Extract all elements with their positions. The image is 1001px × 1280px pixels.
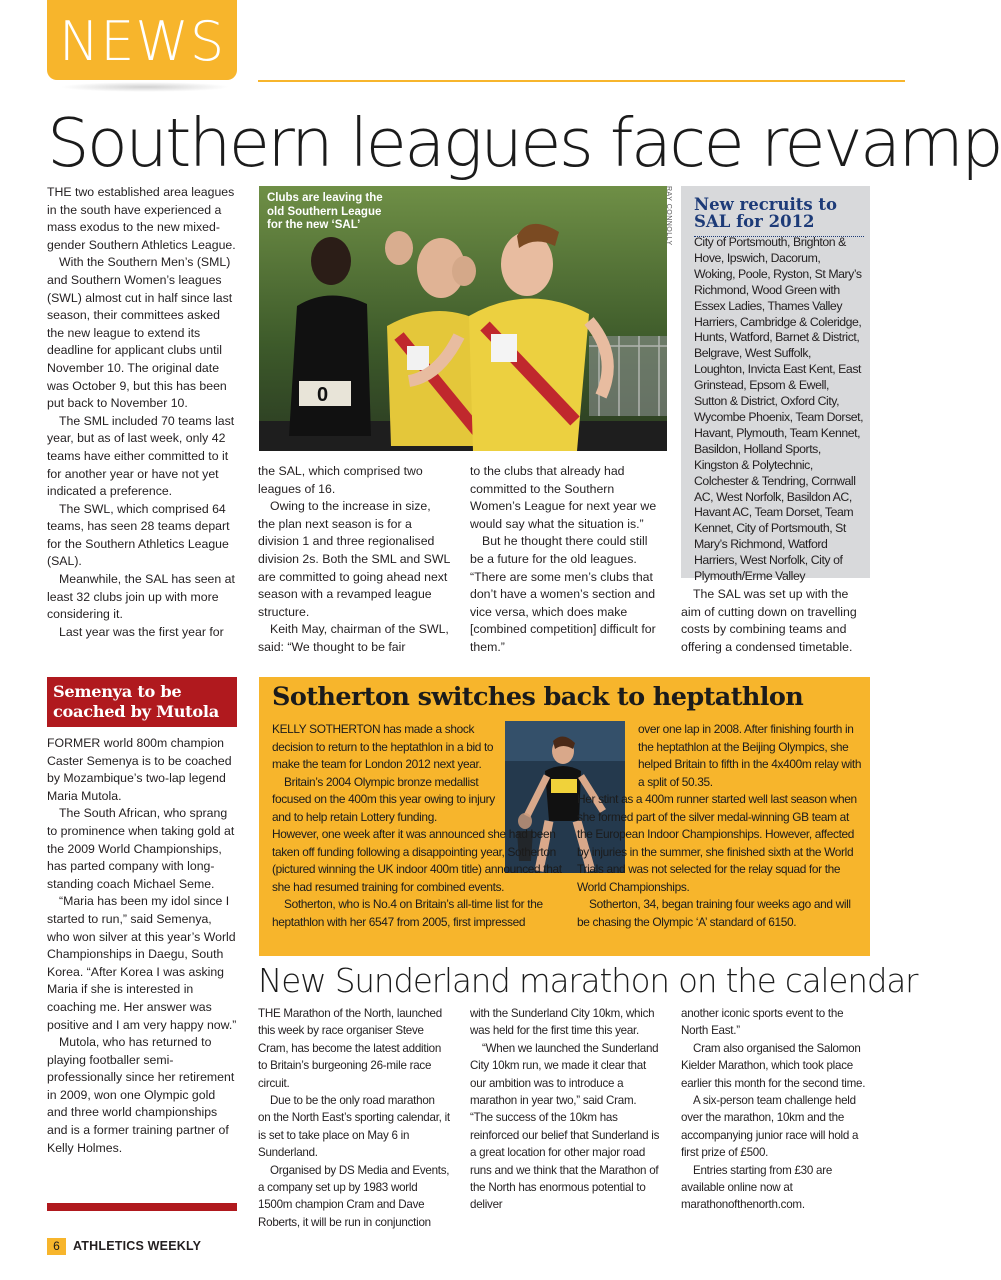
sotherton-paragraph: over one lap in 2008. After finishing fourth in the heptathlon at the Beijing Olympics, she helped Britain to fifth in the 4x400m relay with a split of 50.35. [638,722,862,789]
section-tab-label: NEWS [58,10,226,73]
sunderland-column-1 [258,1005,450,1231]
sotherton-paragraph: However, one week after it was announced she had been taken off funding following a disappointing year, Sotherton (pictured winning the UK indoor 400m title) announced that she had resumed training for combined events. [272,827,562,894]
recruits-list: City of Portsmouth, Brighton & Hove, Ipswich, Dacorum, Woking, Poole, Ryston, St Mary’s Richmond, Wood Green with Essex Ladies, Thames Valley Harriers, Cambridge & Coleridge, Hunts, Watford, Barnet & District, Belgrave, West Suffolk, Loughton, Invicta East Kent, East Grinstead, Epsom & Ewell, Sutton & District, Oxford City, Wycombe Phoenix, Team Dorset, Havant, Plymouth, Team Kennet, Basildon, Holland Sports, Kingston & Polytechnic, Colchester & Tendring, Cornwall AC, West Norfolk, Basildon AC, Havant AC, Team Dorset, Team Kennet, City of Portsmouth, St Mary’s Richmond, Watford Harriers, West Norfolk, City of Plymouth/Erme Valley [694,235,864,584]
sunderland-headline: New Sunderland marathon on the calendar [258,962,918,1000]
main-paragraph: The SML included 70 teams last year, but as of last week, only 42 teams have either committed to it for another year or have not yet indicated a preference. [47,413,235,499]
sunderland-column-3 [681,1005,871,1214]
sotherton-paragraph: Sotherton, who is No.4 on Britain’s all-time list for the heptathlon with her 6547 from 2005, first impressed [272,897,543,929]
magazine-name: ATHLETICS WEEKLY [73,1239,202,1253]
sunderland-paragraph: THE Marathon of the North, launched this week by race organiser Steve Cram, has become the latest addition to Britain’s burgeoning 26-mile race circuit. [258,1007,442,1090]
sunderland-paragraph: Cram also organised the Salomon Kielder Marathon, which took place earlier this month for the second time. [681,1041,866,1090]
main-paragraph: Owing to the increase in size, the plan next season is for a division 1 and three regionalised division 2s. Both the SML and SWL are committed to going ahead next season with a revamped league structure. [258,499,450,619]
main-story-column-1 [47,184,237,641]
sunderland-paragraph: Due to be the only road marathon on the North East’s sporting calendar, it is set to take place on May 6 in Sunderland. [258,1094,450,1160]
semenya-paragraph: FORMER world 800m champion Caster Semenya is to be coached by Mozambique’s two-lap legend Maria Mutola. [47,736,232,803]
sunderland-paragraph: Entries starting from £30 are available online now at marathonofthenorth.com. [681,1163,833,1212]
main-paragraph: Last year was the first year for [59,624,224,639]
main-paragraph: to the clubs that already had committed to the Southern Women’s League for next year we would say what the situation is.” [470,464,657,531]
photo-caption: Clubs are leaving the old Southern League for the new ‘SAL’ [267,192,383,231]
semenya-paragraph: “Maria has been my idol since I started to run,” said Semenya, who won silver at this year’s World Championships in Daegu, South Korea. “After Korea I was asking Maria if she is interested in coaching me. Her answer was positive and I am very happy now.” [47,894,237,1032]
main-paragraph: With the Southern Men’s (SML) and Southern Women’s leagues (SWL) almost cut in half since last season, their committees asked the new league to extend its deadline for applicant clubs until November 10. The original date was October 9, but this has been put back to November 10. [47,255,233,411]
main-paragraph: Meanwhile, the SAL has seen at least 32 clubs join up with more considering it. [47,572,235,622]
sunderland-paragraph: A six-person team challenge held over the marathon, 10km and the accompanying junior race will hold a first prize of £500. [681,1094,859,1160]
main-paragraph: THE two established area leagues in the south have experienced a mass exodus to the new mixed-gender Southern Athletics League. [47,185,236,252]
main-story-column-2 [258,463,450,657]
page-number: 6 [47,1238,66,1255]
main-story-column-4 [681,586,870,656]
semenya-paragraph: Mutola, who has returned to playing footballer semi-professionally since her retirement in 2009, won one Olympic gold and three world championships and is a former training partner of Kelly Holmes. [47,1035,235,1155]
bib-number: 0 [317,384,329,406]
sotherton-right-bottom [577,791,863,931]
sunderland-paragraph: Organised by DS Media and Events, a company set up by 1983 world 1500m champion Cram and Dave Roberts, it will be run in conjunction [258,1163,450,1229]
main-paragraph: Keith May, chairman of the SWL, said: “We thought to be fair [258,622,449,654]
sotherton-paragraph: KELLY SOTHERTON has made a shock decision to return to the heptathlon in a bid to make the team for London 2012 next year. [272,722,494,771]
semenya-headline-bar [47,677,237,727]
main-story-column-3 [470,463,662,657]
main-headline: Southern leagues face revamp [47,104,1001,182]
sunderland-column-2 [470,1005,662,1214]
main-paragraph: But he thought there could still be a future for the old leagues. “There are some men’s clubs that don’t have a women’s section and vice versa, which does make [combined competition] difficult for them.” [470,534,656,654]
sotherton-left-bottom [272,826,568,931]
sotherton-paragraph: Britain’s 2004 Olympic bronze medallist focused on the 400m this year owing to injury and to help retain Lottery funding. [272,774,495,824]
sotherton-headline: Sotherton switches back to heptathlon [272,682,804,712]
section-tab [47,0,237,80]
sunderland-paragraph: “When we launched the Sunderland City 10km run, we made it clear that our ambition was to introduce a marathon in year two,” said Cram. “The success of the 10km has reinforced our belief that Sunderland is a great location for other major road runs and we think that the Marathon of the North has enormous potential to deliver [470,1041,660,1212]
photo-credit: RAY CONNOLLY [665,186,672,246]
header-rule [258,80,905,82]
semenya-bottom-rule [47,1203,237,1211]
sotherton-right-top [638,721,863,791]
main-paragraph: the SAL, which comprised two leagues of 16. [258,464,423,496]
main-paragraph: The SWL, which comprised 64 teams, has seen 28 teams depart for the Southern Athletics League (SAL). [47,501,230,569]
main-paragraph: The SAL was set up with the aim of cutting down on travelling costs by combining teams and offering a condensed timetable. [681,587,857,654]
semenya-paragraph: The South African, who sprang to prominence when taking gold at the 2009 World Championships, has parted company with long-standing coach Michael Seme. [47,806,235,891]
sotherton-paragraph: Her stint as a 400m runner started well last season when she formed part of the silver medal-winning GB team at the European Indoor Championships. However, affected by injuries in the summer, she finished sixth at the World Trials and was not selected for the relay squad for the World Championships. [577,792,857,894]
semenya-headline: Semenya to be coached by Mutola [53,682,219,721]
sunderland-paragraph: another iconic sports event to the North East.” [681,1007,844,1038]
sotherton-left-top [272,721,505,826]
semenya-story [47,735,237,1157]
sunderland-paragraph: with the Sunderland City 10km, which was held for the first time this year. [470,1007,655,1038]
recruits-title: New recruits to SAL for 2012 [694,196,864,237]
section-tab-shadow [60,82,230,92]
sotherton-paragraph: Sotherton, 34, began training four weeks ago and will be chasing the Olympic ‘A’ standard of 6150. [577,897,851,929]
